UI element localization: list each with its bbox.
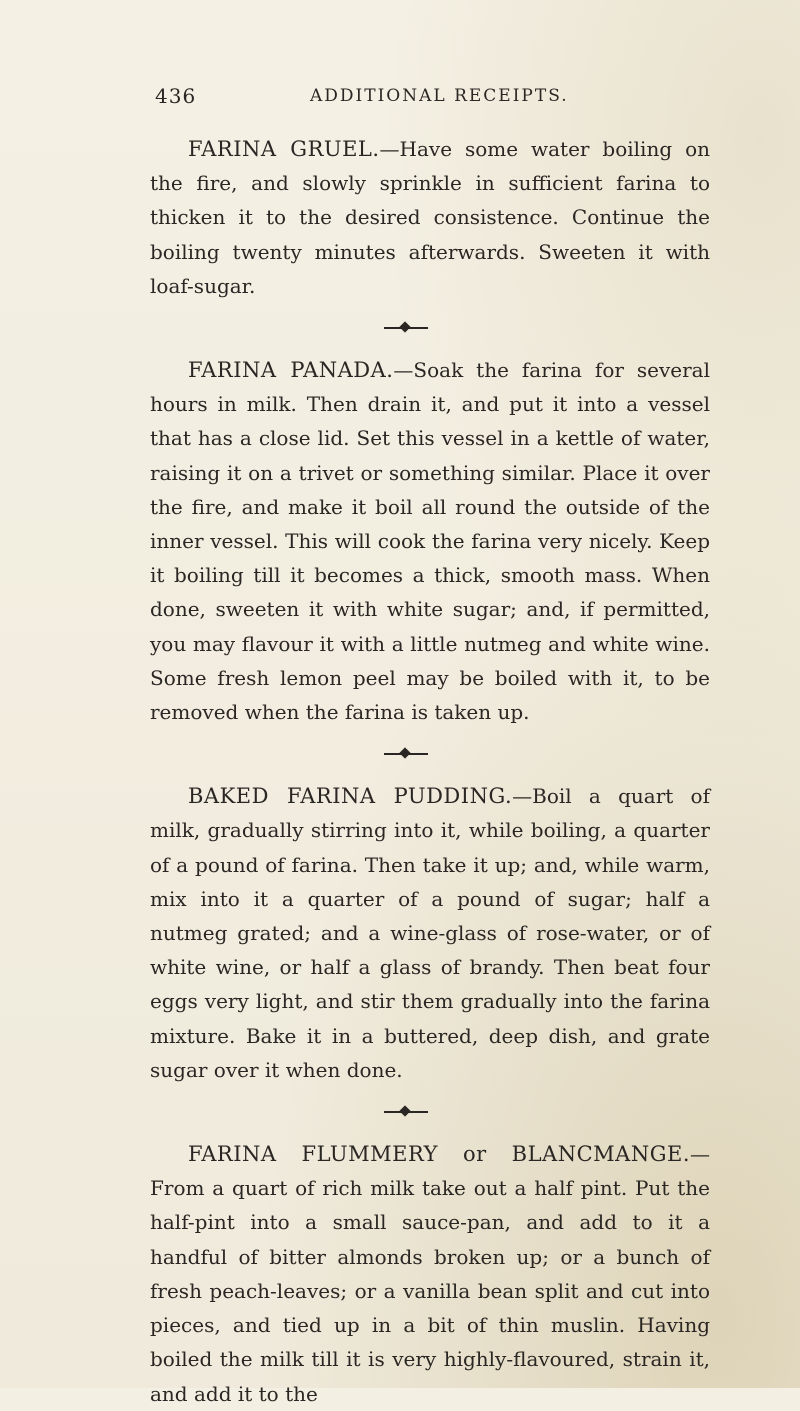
running-head: ADDITIONAL RECEIPTS. (310, 86, 569, 106)
section-divider (150, 729, 710, 779)
diamond-ornament-icon (399, 1105, 410, 1116)
recipe-text: —Soak the farina for several hours in milk. Then drain it, and put it into a vessel that has a close lid. Set this vessel in a kettle of water, raising it on a trivet or something similar. Place it over the fire, and make it boil all round the outside of the inner vessel. This will cook the farina very nicely. Keep it boiling till it becomes a thick, smooth mass. When done, sweeten it with white sugar; and, if permitted, you may flavour it with a little nutmeg and white wine. Some fresh lemon peel may be boiled with it, to be removed when the farina is taken up. (150, 358, 710, 725)
recipe-farina-panada (150, 353, 710, 729)
diamond-ornament-icon (399, 748, 410, 759)
recipe-farina-flummery (150, 1137, 710, 1411)
page-number: 436 (155, 84, 197, 108)
diamond-ornament-icon (399, 321, 410, 332)
section-divider (150, 1087, 710, 1137)
section-divider (150, 303, 710, 353)
text-body (150, 132, 710, 1411)
recipe-text: —Have some water boiling on the fire, and slowly sprinkle in sufficient farina to thicken it to the desired consistence. Continue the boiling twenty minutes afterwards. Sweeten it with loaf-sugar. (150, 137, 710, 298)
recipe-title: FARINA PANADA. (188, 358, 394, 383)
recipe-title: FARINA FLUMMERY or BLANCMANGE. (188, 1142, 690, 1167)
recipe-baked-farina-pudding (150, 779, 710, 1087)
recipe-farina-gruel (150, 132, 710, 303)
recipe-text: —From a quart of rich milk take out a half pint. Put the half-pint into a small sauce-pan, and add to it a handful of bitter almonds broken up; or a bunch of fresh peach-leaves; or a vanilla bean split and cut into pieces, and tied up in a bit of thin muslin. Having boiled the milk till it is very highly-flavoured, strain it, and add it to the (150, 1142, 710, 1406)
recipe-text: —Boil a quart of milk, gradually stirring into it, while boiling, a quarter of a pound of farina. Then take it up; and, while warm, mix into it a quarter of a pound of sugar; half a nutmeg grated; and a wine-glass of rose-water, or of white wine, or half a glass of brandy. Then beat four eggs very light, and stir them gradually into the farina mixture. Bake it in a buttered, deep dish, and grate sugar over it when done. (150, 784, 710, 1082)
recipe-title: BAKED FARINA PUDDING. (188, 784, 513, 809)
recipe-title: FARINA GRUEL. (188, 137, 380, 161)
